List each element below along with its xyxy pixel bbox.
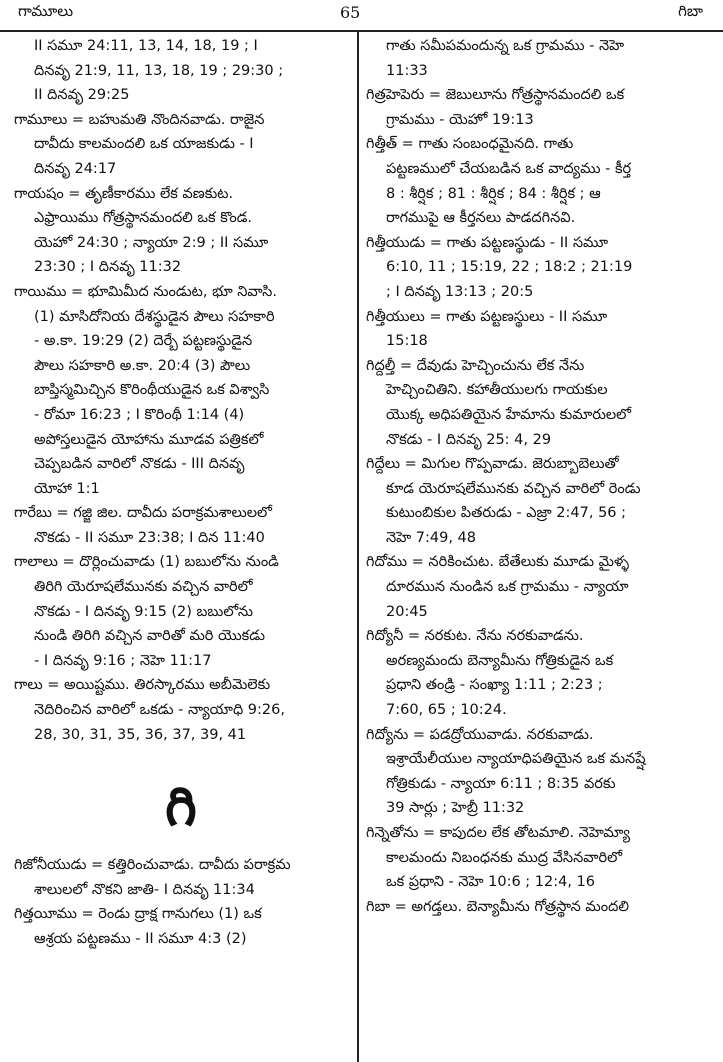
- entry-line: దావీదు కాలమందలి ఒక యాజకుడు - I: [34, 136, 254, 153]
- column-divider: [357, 30, 359, 1062]
- page-header: [0, 0, 723, 32]
- entry-headline: గామూలు = బహుమతి నొందినవాడు. రాజైన: [14, 111, 265, 128]
- dictionary-entry: [366, 305, 710, 354]
- entry-line: II దినవృ 29:25: [34, 87, 130, 104]
- entry-headline: గాలు = అయిష్టము. తిరస్కారము అబీమెలెకు: [14, 677, 271, 694]
- left-column: [14, 34, 348, 952]
- entry-line: గ్రామము - యెహో 19:13: [386, 111, 534, 128]
- dictionary-entry: [14, 902, 348, 951]
- entry-headline: గిత్రహెపెరు = జెబులూను గోత్రస్థానమందలి ఒక: [366, 87, 625, 104]
- header-left-guide-word: గామూలు: [18, 2, 74, 20]
- entry-headline: గిజోనీయుడు = కత్తిరించువాడు. దావీదు పరాక్రమ: [14, 857, 291, 874]
- right-column: [366, 34, 710, 919]
- dictionary-entry: [14, 108, 348, 182]
- entry-line: యెహో 24:30 ; న్యాయా 2:9 ; II సమూ: [34, 234, 269, 251]
- entry-line: II సమూ 24:11, 13, 14, 18, 19 ; I: [34, 38, 258, 54]
- entry-line: దూరమున నుండిన ఒక గ్రామము - న్యాయా: [386, 579, 629, 596]
- entry-line: 39 సార్లు ; హెబ్రీ 11:32: [386, 800, 525, 817]
- dictionary-entry: [14, 34, 348, 108]
- dictionary-entry: [14, 501, 348, 550]
- entry-headline: గాయిము = భూమిమీద నుండుట, భూ నివాసి.: [14, 283, 277, 300]
- dictionary-entry: [14, 853, 348, 902]
- entry-headline: గిదోము = నరికించుట. బేతేలుకు మూడు మైళ్ళ: [366, 554, 630, 571]
- entry-line: (1) మాసిదోనియ దేశస్థుడైన పౌలు సహకారి: [34, 308, 275, 325]
- entry-headline: గిత్తీత్ = గాతు సంబంధమైనది. గాతు: [366, 136, 574, 153]
- entry-headline: గిద్దేలు = మిగుల గొప్పవాడు. జెరుబ్బాబెలుతో: [366, 456, 619, 473]
- dictionary-entry: [366, 354, 710, 452]
- entry-line: - I దినవృ 9:16 ; నెహె 11:17: [34, 652, 212, 669]
- entry-line: ఒక ప్రధాని - నెహె 10:6 ; 12:4, 16: [386, 874, 596, 891]
- entry-line: యోహా 1:1: [34, 480, 100, 497]
- entry-headline: గిద్యోనీ = నరకుట. నేను నరకువాడను.: [366, 628, 584, 645]
- entry-line: నొకడు - I దినవృ 25: 4, 29: [386, 431, 552, 448]
- entry-line: కుటుంబికుల పితరుడు - ఎజ్రా 2:47, 56 ;: [386, 505, 627, 522]
- dictionary-entry: [366, 821, 710, 895]
- dictionary-entry: [366, 452, 710, 550]
- entry-headline: గాలాలు = దొర్లించువాడు (1) బబులోను నుండి: [14, 554, 279, 571]
- dictionary-entry: [366, 83, 710, 132]
- entry-line: చెప్పబడిన వారిలో నొకడు - III దినవృ: [34, 456, 245, 473]
- entry-line: కాలమందు నిబంధనకు ముద్ర వేసినవారిలో: [386, 849, 623, 866]
- entry-line: నొకడు - I దినవృ 9:15 (2) బబులోను: [34, 603, 254, 620]
- entry-line: ఆశ్రయ పట్టణము - II సమూ 4:3 (2): [34, 931, 247, 947]
- entry-line: ప్రధాని తండ్రి - సంఖ్యా 1:11 ; 2:23 ;: [386, 677, 603, 694]
- entry-headline: గిన్నెతోను = కాపుదల లేక తోటమాలి. నెహెమ్యా: [366, 825, 631, 841]
- dictionary-entry: [366, 895, 710, 920]
- entry-headline: గిత్తీయుడు = గాతు పట్టణస్థుడు - II సమూ: [366, 234, 609, 251]
- entry-line: నొకడు - II సమూ 23:38; I దిన 11:40: [34, 529, 265, 546]
- dictionary-entry: [366, 550, 710, 624]
- dictionary-entry: [366, 231, 710, 305]
- entry-line: బాప్తిస్మమిచ్చిన కొరింథీయుడైన ఒక విశ్వాసి: [34, 382, 270, 399]
- entry-line: 7:60, 65 ; 10:24.: [386, 702, 507, 719]
- entry-line: పట్టణములో చేయబడిన ఒక వాద్యము - కీర్త: [386, 160, 632, 177]
- entry-line: 28, 30, 31, 35, 36, 37, 39, 41: [34, 726, 247, 743]
- entry-line: నుండి తిరిగి వచ్చిన వారితో మరి యొకడు: [34, 628, 265, 645]
- entry-headline: గిత్తయీము = రెండు ద్రాక్ష గానుగలు (1) ఒక: [14, 906, 262, 923]
- entry-line: 23:30 ; I దినవృ 11:32: [34, 259, 182, 276]
- entry-line: శాలులలో నొకని జాతి- I దినవృ 11:34: [34, 881, 255, 898]
- entry-line: గాతు సమీపమందున్న ఒక గ్రామము - నెహె: [386, 38, 625, 54]
- entry-line: 8 : శీర్షిక ; 81 : శీర్షిక ; 84 : శీర్షిక ; ఆ: [386, 185, 601, 202]
- entry-line: 11:33: [386, 62, 428, 79]
- entry-line: కూడ యెరూషలేమునకు వచ్చిన వారిలో రెండు: [386, 480, 641, 497]
- entry-headline: గిబా = అగడ్తలు. బెన్యామీను గోత్రస్థాన మందలి: [366, 898, 629, 915]
- entry-line: దినవృ 21:9, 11, 13, 18, 19 ; 29:30 ;: [34, 62, 284, 79]
- entry-headline: గాయషం = తృణీకారము లేక వణకుట.: [14, 185, 234, 202]
- dictionary-entry: [366, 624, 710, 722]
- dictionary-entry: [14, 550, 348, 673]
- entry-line: అరణ్యమందు బెన్యామీను గోత్రికుడైన ఒక: [386, 652, 614, 669]
- section-letter-heading: గి: [165, 775, 197, 839]
- entry-line: - రోమా 16:23 ; I కొరింథీ 1:14 (4): [34, 406, 245, 423]
- entry-headline: గిద్దల్తీ = దేవుడు హెచ్చించును లేక నేను: [366, 357, 585, 374]
- dictionary-entry: [14, 673, 348, 747]
- entry-line: 20:45: [386, 603, 428, 620]
- dictionary-entry: [366, 34, 710, 83]
- header-right-guide-word: గిబా: [678, 2, 703, 20]
- dictionary-entry: [366, 723, 710, 821]
- entry-line: అపోస్తలుడైన యోహాను మూడవ పత్రికలో: [34, 431, 264, 448]
- entry-line: నెదిరించిన వారిలో ఒకడు - న్యాయాధి 9:26,: [34, 702, 285, 719]
- dictionary-entry: [366, 132, 710, 230]
- entry-headline: గారేబు = గజ్జి జిల. దావీదు పరాక్రమశాలులలో: [14, 505, 272, 522]
- entry-line: - అ.కా. 19:29 (2) దెర్బే పట్టణస్థుడైన: [34, 333, 253, 350]
- entry-line: ఇశ్రాయేలీయుల న్యాయాధిపతియైన ఒక మనష్షే: [386, 751, 646, 768]
- entry-line: ఎఫ్రాయిము గోత్రస్థానమందలి ఒక కొండ.: [34, 210, 253, 227]
- dictionary-entry: [14, 280, 348, 501]
- entry-line: యొక్క అధిపతియైన హేమాను కుమారులలో: [386, 406, 632, 423]
- entry-line: హెచ్చించితిని. కహాతీయులగు గాయకుల: [386, 382, 608, 399]
- entry-line: పౌలు సహకారి అ.కా. 20:4 (3) పౌలు: [34, 357, 251, 374]
- entry-line: 15:18: [386, 333, 428, 350]
- page-number: 65: [340, 3, 361, 22]
- entry-headline: గిద్యోను = పడద్రోయువాడు. నరకువాడు.: [366, 726, 594, 743]
- entry-line: నెహె 7:49, 48: [386, 529, 476, 546]
- dictionary-entry: [14, 182, 348, 280]
- entry-line: దినవృ 24:17: [34, 160, 117, 177]
- entry-line: ; I దినవృ 13:13 ; 20:5: [386, 283, 534, 300]
- entry-line: తిరిగి యెరూషలేమునకు వచ్చిన వారిలో: [34, 579, 253, 596]
- entry-line: రాగముపై ఆ కీర్తనలు పాడదగినవి.: [386, 210, 576, 227]
- entry-line: 6:10, 11 ; 15:19, 22 ; 18:2 ; 21:19: [386, 259, 633, 276]
- entry-line: గోత్రికుడు - న్యాయా 6:11 ; 8:35 వరకు: [386, 775, 616, 792]
- entry-headline: గిత్తీయులు = గాతు పట్టణస్థులు - II సమూ: [366, 308, 608, 325]
